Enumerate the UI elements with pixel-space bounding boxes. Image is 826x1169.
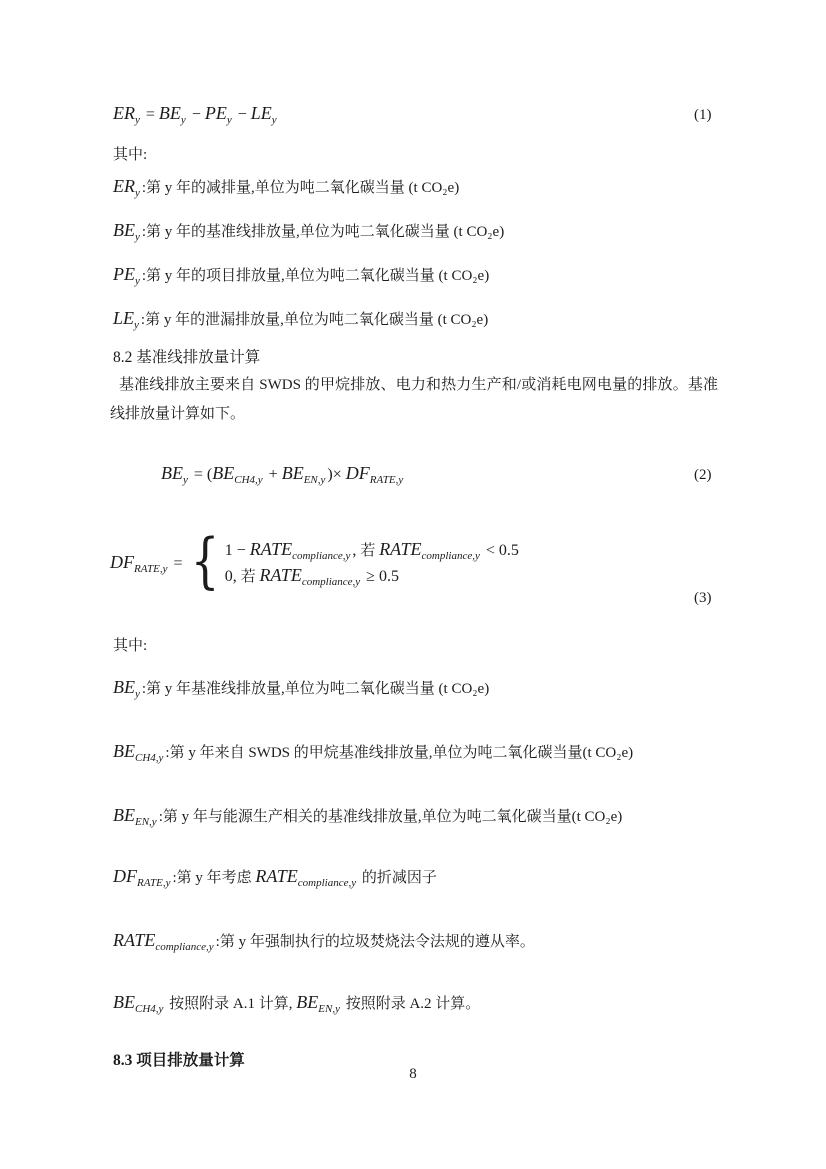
definition-le-y xyxy=(113,308,488,331)
formula-segment: ≥ 0.5 xyxy=(362,567,399,585)
where-label-2: 其中: xyxy=(113,638,148,654)
formula-segment: :第 y 年与能源生产相关的基准线排放量,单位为吨二氧化碳当量(t CO₂e) xyxy=(158,809,623,825)
formula-segment: DF xyxy=(110,551,134,572)
formula-segment: :第 y 年的基准线排放量,单位为吨二氧化碳当量 (t CO₂e) xyxy=(141,224,505,240)
definition-be-y-baseline xyxy=(113,677,489,700)
formula-segment: , xyxy=(352,541,361,559)
section-8-2-paragraph: 基准线排放主要来自 SWDS 的甲烷排放、电力和热力生产和/或消耗电网电量的排放。基准线排放量计算如下。 xyxy=(110,377,718,422)
formula-segment: CH4,y xyxy=(135,752,164,764)
formula-segment: y xyxy=(180,114,186,126)
formula-segment: y xyxy=(134,319,139,331)
formula-segment: 0, xyxy=(224,567,241,585)
formula-segment: 的折减因子 xyxy=(358,870,437,886)
formula-segment: y xyxy=(135,187,140,199)
formula-segment: compliance,y xyxy=(155,941,214,953)
formula-segment: 1 − xyxy=(224,541,250,559)
formula-segment: y xyxy=(135,114,140,126)
formula-segment: RATE,y xyxy=(134,562,168,575)
formula-segment: y xyxy=(183,474,188,486)
formula-segment: PE xyxy=(204,103,227,123)
formula-segment: PE xyxy=(113,264,135,284)
formula-segment: BE xyxy=(113,992,135,1012)
formula-segment: ER xyxy=(113,176,135,196)
equation-2 xyxy=(161,463,405,486)
formula-segment: − xyxy=(187,106,205,123)
left-brace-icon: { xyxy=(190,526,219,596)
formula-segment: EN,y xyxy=(135,816,157,828)
formula-segment: RATE,y xyxy=(137,877,171,889)
formula-segment: 若 xyxy=(360,542,380,559)
formula-segment: )× xyxy=(327,466,346,483)
definition-pe-y xyxy=(113,264,489,287)
definition-rate-compliance-y xyxy=(113,930,535,953)
formula-segment: 按照附录 A.1 计算, xyxy=(165,996,297,1012)
formula-segment: :第 y 年的项目排放量,单位为吨二氧化碳当量 (t CO₂e) xyxy=(141,268,490,284)
formula-segment: < 0.5 xyxy=(481,541,519,559)
formula-segment: BE xyxy=(113,741,135,761)
formula-segment: RATE xyxy=(249,538,293,559)
formula-segment: BE xyxy=(212,463,235,483)
equation-3 xyxy=(110,526,519,596)
definition-df-rate-y xyxy=(113,866,437,889)
formula-segment: compliance,y xyxy=(421,549,480,562)
formula-segment: RATE xyxy=(113,930,156,950)
formula-segment: :第 y 年的泄漏排放量,单位为吨二氧化碳当量 (t CO₂e) xyxy=(140,312,489,328)
formula-segment: :第 y 年强制执行的垃圾焚烧法令法规的遵从率。 xyxy=(215,934,535,950)
equation-1-number: (1) xyxy=(694,107,712,123)
formula-segment: :第 y 年考虑 xyxy=(172,870,256,886)
definition-er-y xyxy=(113,176,459,199)
formula-segment: = ( xyxy=(189,466,213,483)
formula-segment: compliance,y xyxy=(297,877,357,889)
formula-segment: :第 y 年基准线排放量,单位为吨二氧化碳当量 (t CO₂e) xyxy=(141,681,490,697)
formula-segment: EN,y xyxy=(318,1003,340,1015)
page-number: 8 xyxy=(409,1066,417,1082)
formula-segment: = xyxy=(169,554,183,572)
formula-segment: :第 y 年来自 SWDS 的甲烷基准线排放量,单位为吨二氧化碳当量(t CO₂e) xyxy=(165,745,634,761)
equation-3-lhs xyxy=(110,552,183,575)
equation-3-case-2 xyxy=(225,565,519,588)
formula-segment: 按照附录 A.2 计算。 xyxy=(341,996,481,1012)
equation-2-number: (2) xyxy=(694,467,712,483)
formula-segment: + xyxy=(264,466,282,483)
formula-segment: DF xyxy=(345,463,370,483)
formula-segment: ER xyxy=(113,103,135,123)
formula-segment: RATE xyxy=(255,866,298,886)
formula-segment: BE xyxy=(161,463,183,483)
formula-segment: BE xyxy=(113,220,135,240)
formula-segment: compliance,y xyxy=(301,575,361,588)
equation-3-case-1 xyxy=(225,539,519,562)
formula-segment: CH4,y xyxy=(135,1003,164,1015)
definition-be-y xyxy=(113,220,504,243)
formula-segment: y xyxy=(135,688,140,700)
formula-segment: = xyxy=(141,106,159,123)
formula-segment: compliance,y xyxy=(292,549,351,562)
appendix-calculation-note xyxy=(113,992,480,1015)
where-label-1: 其中: xyxy=(113,147,148,163)
formula-segment: BE xyxy=(296,992,319,1012)
formula-segment: LE xyxy=(250,103,272,123)
formula-segment: CH4,y xyxy=(234,474,263,486)
formula-segment: LE xyxy=(113,308,135,328)
section-8-2-heading: 8.2 基准线排放量计算 xyxy=(113,349,261,366)
section-8-3-heading: 8.3 项目排放量计算 xyxy=(113,1052,245,1069)
formula-segment: y xyxy=(135,231,140,243)
equation-3-cases xyxy=(225,539,519,588)
formula-segment: y xyxy=(271,114,277,126)
formula-segment: y xyxy=(226,114,232,126)
formula-segment: DF xyxy=(113,866,137,886)
formula-segment: 若 xyxy=(240,568,260,585)
formula-segment: y xyxy=(135,275,140,287)
formula-segment: RATE xyxy=(379,538,422,559)
formula-segment: − xyxy=(233,106,251,123)
formula-segment: EN,y xyxy=(303,474,326,486)
formula-segment: BE xyxy=(281,463,304,483)
formula-segment: RATE xyxy=(259,564,302,585)
formula-segment: RATE,y xyxy=(369,474,404,486)
definition-be-ch4-y xyxy=(113,741,633,764)
equation-1 xyxy=(113,103,279,126)
formula-segment: BE xyxy=(113,805,135,825)
equation-3-number: (3) xyxy=(694,590,712,606)
formula-segment: BE xyxy=(113,677,135,697)
formula-segment: :第 y 年的减排量,单位为吨二氧化碳当量 (t CO₂e) xyxy=(141,180,460,196)
formula-segment: BE xyxy=(158,103,181,123)
definition-be-en-y xyxy=(113,805,622,828)
